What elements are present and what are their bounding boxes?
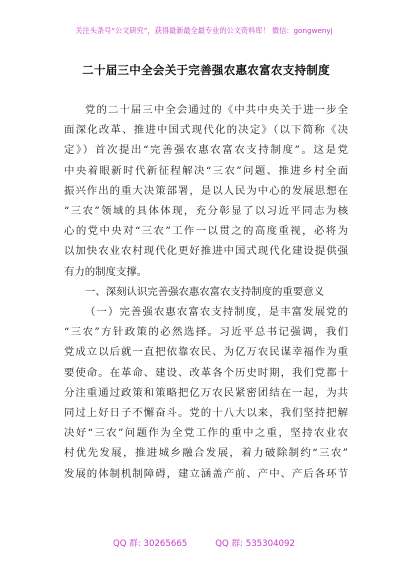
document-page xyxy=(64,62,348,484)
paragraph-line: 心的党中央对“三农”工作一以贯之的高度重视，必将为 xyxy=(64,225,348,238)
footer-banner xyxy=(0,537,408,549)
paragraph-line: （一）完善强农惠农富农支持制度，是丰富发展党的 xyxy=(85,306,348,319)
paragraph-line: 同过上好日子不懈奋斗。党的十八大以来，我们坚持把解 xyxy=(64,407,348,420)
section-heading: 一、深刻认识完善强农惠农富农支持制度的重要意义 xyxy=(85,285,324,298)
paragraph-line: 以加快农业农村现代化更好推进中国式现代化建设提供强 xyxy=(64,245,348,258)
paragraph-line: 定》）首次提出“完善强农惠农富农支持制度”。这是党 xyxy=(64,144,348,157)
paragraph-line: 发展的体制机制障碍，建立涵盖产前、产中、产后各环节 xyxy=(64,467,348,480)
paragraph-line: 中央着眼新时代新征程解决“三农”问题、推进乡村全面 xyxy=(64,164,348,177)
paragraph-line: 分注重通过政策和策略把亿万农民紧密团结在一起，为共 xyxy=(64,386,348,399)
paragraph-line: 党的二十届三中全会通过的《中共中央关于进一步全 xyxy=(85,104,348,116)
paragraph-line: “三农”方针政策的必然选择。习近平总书记强调，我们 xyxy=(64,326,348,339)
paragraph-section1 xyxy=(64,302,348,484)
paragraph-line: 有力的制度支撑。 xyxy=(64,265,148,278)
paragraph-line: 振兴作出的重大决策部署，是以人民为中心的发展思想在 xyxy=(64,184,348,197)
paragraph-line: 决好“三农”问题作为全党工作的重中之重，坚持农业农 xyxy=(64,427,348,440)
paragraph-line: “三农”领域的具体体现，充分彰显了以习近平同志为核 xyxy=(64,205,348,218)
header-banner: 关注头条号“公文研究”，获得最新最全最专业的公文资料库！ 微信：gongwenyj xyxy=(75,26,333,35)
paragraph-line: 党成立以后就一直把依靠农民、为亿万农民谋幸福作为重 xyxy=(64,346,348,359)
footer-qq-group-1: QQ 群: 30265665 xyxy=(113,539,188,549)
paragraph-line: 要使命。在革命、建设、改革各个历史时期，我们党都十 xyxy=(64,366,348,379)
paragraph-line: 村优先发展，推进城乡融合发展，着力破除制约“三农” xyxy=(64,447,348,460)
paragraph-line: 面深化改革、推进中国式现代化的决定》（以下简称《决 xyxy=(64,124,348,137)
document-title: 二十届三中全会关于完善强农惠农富农支持制度 xyxy=(82,63,330,77)
footer-qq-group-2: QQ 群: 535304092 xyxy=(215,539,295,549)
paragraph-intro xyxy=(64,100,348,282)
